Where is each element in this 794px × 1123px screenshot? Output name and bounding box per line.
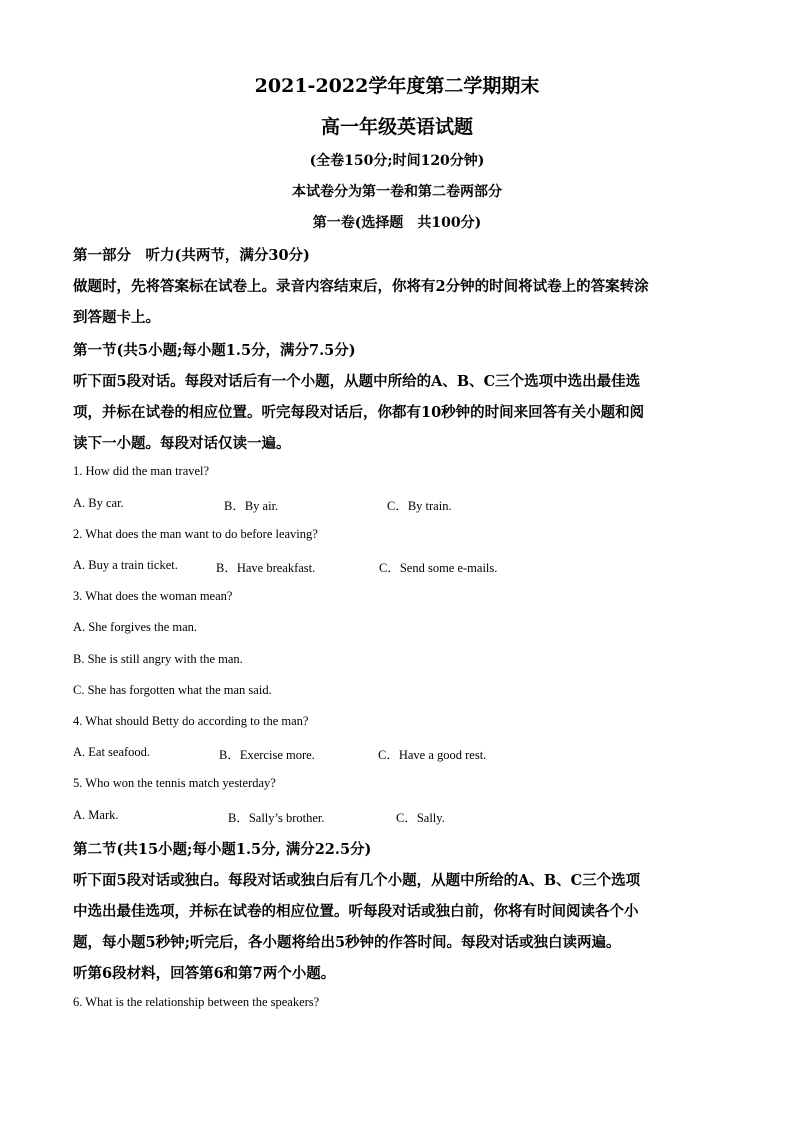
option-a: A. Mark.: [73, 808, 119, 822]
option-c: C．By train.: [387, 499, 452, 513]
section1-instruction-line: 听下面5段对话。每段对话后有一个小题，从题中所给的A、B、C三个选项中选出最佳选: [73, 373, 641, 390]
section1-instruction-line: 读下一小题。每段对话仅读一遍。: [73, 435, 291, 452]
question-stem: 2. What does the man want to do before leaving?: [73, 527, 318, 541]
section2-heading: 第二节(共15小题;每小题1.5分, 满分22.5分): [73, 841, 372, 858]
section1-heading: 第一节(共5小题;每小题1.5分，满分7.5分): [73, 342, 356, 359]
exam-subtitle: 高一年级英语试题: [320, 116, 473, 138]
question-stem: 6. What is the relationship between the speakers?: [73, 995, 320, 1009]
option-a: A. By car.: [73, 496, 124, 510]
part1-instruction-line: 做题时，先将答案标在试卷上。录音内容结束后，你将有2分钟的时间将试卷上的答案转涂: [73, 278, 649, 295]
option-b: B．Have breakfast.: [216, 561, 316, 575]
part1-instruction-line: 到答题卡上。: [73, 309, 160, 326]
material-6-note: 听第6段材料，回答第6和第7两个小题。: [73, 965, 336, 982]
option-c: C．Have a good rest.: [378, 748, 487, 762]
option-c: C．Send some e-mails.: [379, 561, 498, 575]
structure-note: 本试卷分为第一卷和第二卷两部分: [292, 184, 502, 200]
option-b: B．Sally’s brother.: [228, 811, 325, 825]
section2-instruction-line: 题，每小题5秒钟;听完后，各小题将给出5秒钟的作答时间。每段对话或独白读两遍。: [73, 934, 621, 951]
volume-heading: 第一卷(选择题 共100分): [312, 215, 482, 231]
option-a: A. Buy a train ticket.: [73, 558, 178, 572]
score-time-note: (全卷150分;时间120分钟): [309, 153, 485, 169]
question-stem: 3. What does the woman mean?: [73, 589, 233, 603]
section1-instruction-line: 项，并标在试卷的相应位置。听完每段对话后，你都有10秒钟的时间来回答有关小题和阅: [73, 404, 645, 421]
question-stem: 5. Who won the tennis match yesterday?: [73, 776, 276, 790]
option-b: B．Exercise more.: [219, 748, 315, 762]
question-stem: 4. What should Betty do according to the man?: [73, 714, 309, 728]
exam-title: 2021-2022学年度第二学期期末: [254, 75, 540, 97]
section2-instruction-line: 中选出最佳选项，并标在试卷的相应位置。听每段对话或独白前，你将有时间阅读各个小: [73, 903, 639, 920]
question-stem: 1. How did the man travel?: [73, 464, 210, 478]
option-c: C．Sally.: [396, 811, 445, 825]
option-a: A. She forgives the man.: [73, 620, 198, 634]
option-b: B. She is still angry with the man.: [73, 652, 243, 666]
option-b: B．By air.: [224, 499, 279, 513]
option-a: A. Eat seafood.: [73, 745, 151, 759]
part1-heading: 第一部分 听力(共两节，满分30分): [73, 247, 310, 264]
section2-instruction-line: 听下面5段对话或独白。每段对话或独白后有几个小题，从题中所给的A、B、C三个选项: [73, 872, 641, 889]
option-c: C. She has forgotten what the man said.: [73, 683, 272, 697]
